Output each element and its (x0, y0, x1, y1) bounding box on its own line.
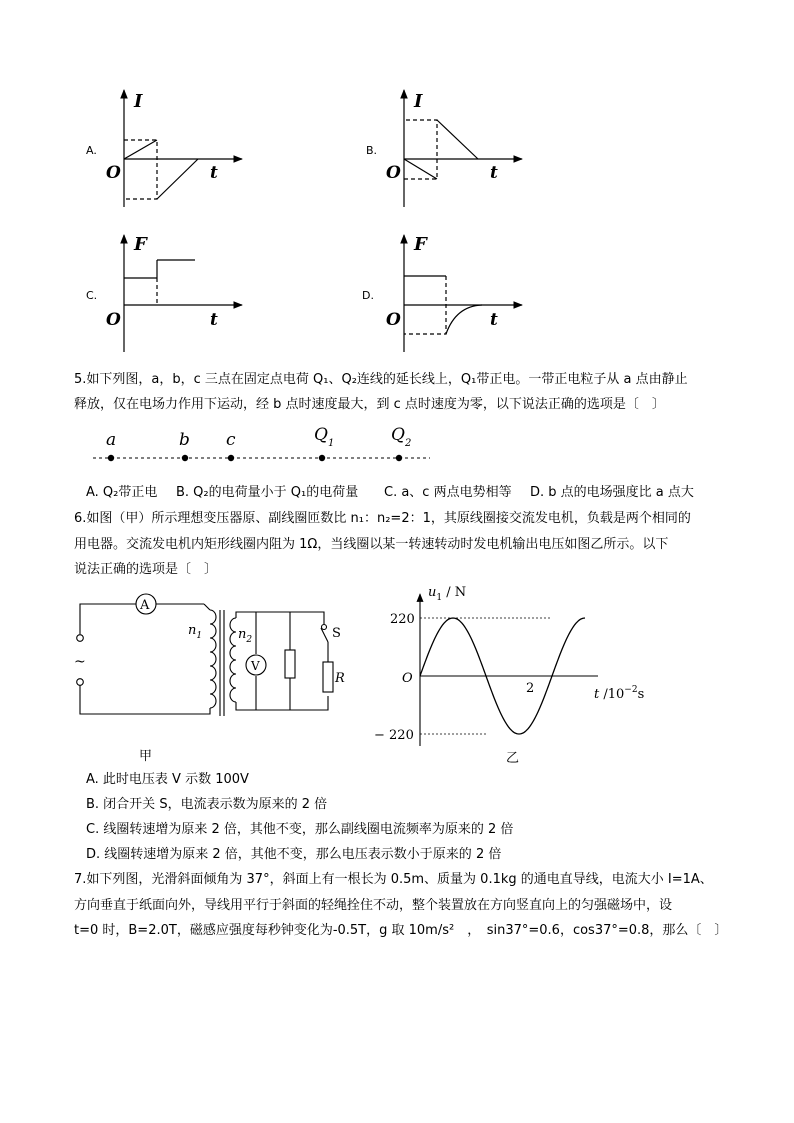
origin-label: O (402, 671, 413, 686)
q6-line-3: 说法正确的选项是〔 〕 (74, 562, 218, 577)
y-axis-label: F (134, 234, 147, 255)
x-axis-label: t (490, 163, 498, 183)
graph-b (380, 85, 530, 215)
voltmeter-label: V (251, 659, 260, 673)
graph-a-label: A. (86, 144, 97, 157)
point-a (108, 455, 114, 461)
q5-option-b[interactable]: B. Q₂的电荷量小于 Q₁的电荷量 (176, 485, 359, 500)
ac-source-symbol: ~ (74, 654, 86, 670)
q5-option-d[interactable]: D. b 点的电场强度比 a 点大 (530, 485, 694, 500)
origin-label: O (386, 163, 401, 183)
origin-label: O (386, 310, 401, 330)
q6-circuit-diagram (70, 588, 360, 768)
y-axis-label: I (134, 91, 143, 112)
graph-c-label: C. (86, 289, 98, 302)
current-ramp-2 (437, 120, 478, 159)
q6-option-b[interactable]: B. 闭合开关 S，电流表示数为原来的 2 倍 (86, 797, 328, 812)
current-ramp (124, 140, 157, 159)
switch-label: S (332, 626, 341, 641)
dashed-guide (404, 120, 437, 179)
label-c: c (226, 430, 236, 450)
q5-charge-line-diagram (85, 420, 445, 470)
y-axis-label: $u_1$ / N (428, 585, 467, 603)
q6-line-1: 6.如图（甲）所示理想变压器原、副线圈匝数比 n₁：n₂=2：1，其原线圈接交流发电机，负载是两个相同的 (74, 511, 691, 526)
q6-line-2: 用电器。交流发电机内矩形线圈内阻为 1Ω，当线圈以某一转速转动时发电机输出电压如图乙所示。以下 (74, 537, 669, 552)
q7-line-1: 7.如下列图，光滑斜面倾角为 37°，斜面上有一根长为 0.5m、质量为 0.1kg 的通电直导线，电流大小 I=1A、 (74, 872, 713, 887)
n1-label: $n_1$ (188, 623, 203, 641)
x-axis-label: t (490, 310, 498, 330)
origin-label: O (106, 310, 121, 330)
label-q2: $Q_2$ (391, 425, 412, 449)
y-max-label: 220 (390, 612, 415, 627)
label-b: b (179, 430, 190, 450)
x-axis-label: t (210, 310, 218, 330)
x-axis-label: t (210, 163, 218, 183)
current-ramp (404, 159, 437, 179)
graph-c (100, 230, 250, 358)
graph-d (380, 230, 530, 358)
load-resistor-1 (285, 650, 295, 678)
q6-option-d[interactable]: D. 线圈转速增为原来 2 倍，其他不变，那么电压表示数小于原来的 2 倍 (86, 847, 502, 862)
label-a: a (106, 430, 117, 450)
graph-b-label: B. (366, 144, 378, 157)
y-min-label: − 220 (374, 728, 414, 743)
q5-option-a[interactable]: A. Q₂带正电 (86, 485, 158, 500)
switch-contact (322, 625, 327, 630)
graph-caption: 乙 (506, 751, 520, 766)
q6-option-c[interactable]: C. 线圈转速增为原来 2 倍，其他不变，那么副线圈电流频率为原来的 2 倍 (86, 822, 514, 837)
y-axis-label: I (414, 91, 423, 112)
resistor-label: R (335, 671, 345, 686)
origin-label: O (106, 163, 121, 183)
point-q1 (319, 455, 325, 461)
point-c (228, 455, 234, 461)
force-decay-curve (446, 305, 482, 334)
circuit-caption: 甲 (139, 749, 153, 764)
q7-line-2: 方向垂直于纸面向外，导线用平行于斜面的轻绳拴住不动，整个装置放在方向竖直向上的匀强磁场中，设 (74, 898, 673, 913)
primary-coil (210, 610, 216, 708)
q5-option-c[interactable]: C. a、c 两点电势相等 (384, 485, 512, 500)
q7-line-3: t=0 时，B=2.0T，磁感应强度每秒钟变化为-0.5T，g 取 10m/s² ， sin37°=0.6，cos37°=0.8，那么〔 〕 (74, 923, 728, 938)
x-tick-2: 2 (526, 681, 535, 696)
load-resistor-r (323, 662, 333, 692)
switch-s[interactable] (321, 628, 328, 642)
terminal-top (77, 635, 84, 642)
q5-line-2: 释放，仅在电场力作用下运动，经 b 点时速度最大，到 c 点时速度为零，以下说法正确的选项是〔 〕 (74, 397, 665, 412)
graph-d-label: D. (362, 289, 374, 302)
point-q2 (396, 455, 402, 461)
secondary-coil (230, 618, 236, 702)
y-axis-label: F (414, 234, 427, 255)
terminal-bottom (77, 679, 84, 686)
q5-line-1: 5.如下列图，a，b，c 三点在固定点电荷 Q₁、Q₂连线的延长线上，Q₁带正电。一带正电粒子从 a 点由静止 (74, 372, 688, 387)
q6-option-a[interactable]: A. 此时电压表 V 示数 100V (86, 772, 249, 787)
ammeter-label: A (140, 598, 150, 613)
current-ramp-2 (157, 159, 198, 199)
label-q1: $Q_1$ (314, 425, 335, 449)
x-axis-label: t $/10^{-2}s$ (594, 685, 645, 702)
q6-voltage-graph (370, 574, 670, 770)
graph-a (100, 85, 250, 215)
point-b (182, 455, 188, 461)
n2-label: $n_2$ (238, 627, 253, 645)
